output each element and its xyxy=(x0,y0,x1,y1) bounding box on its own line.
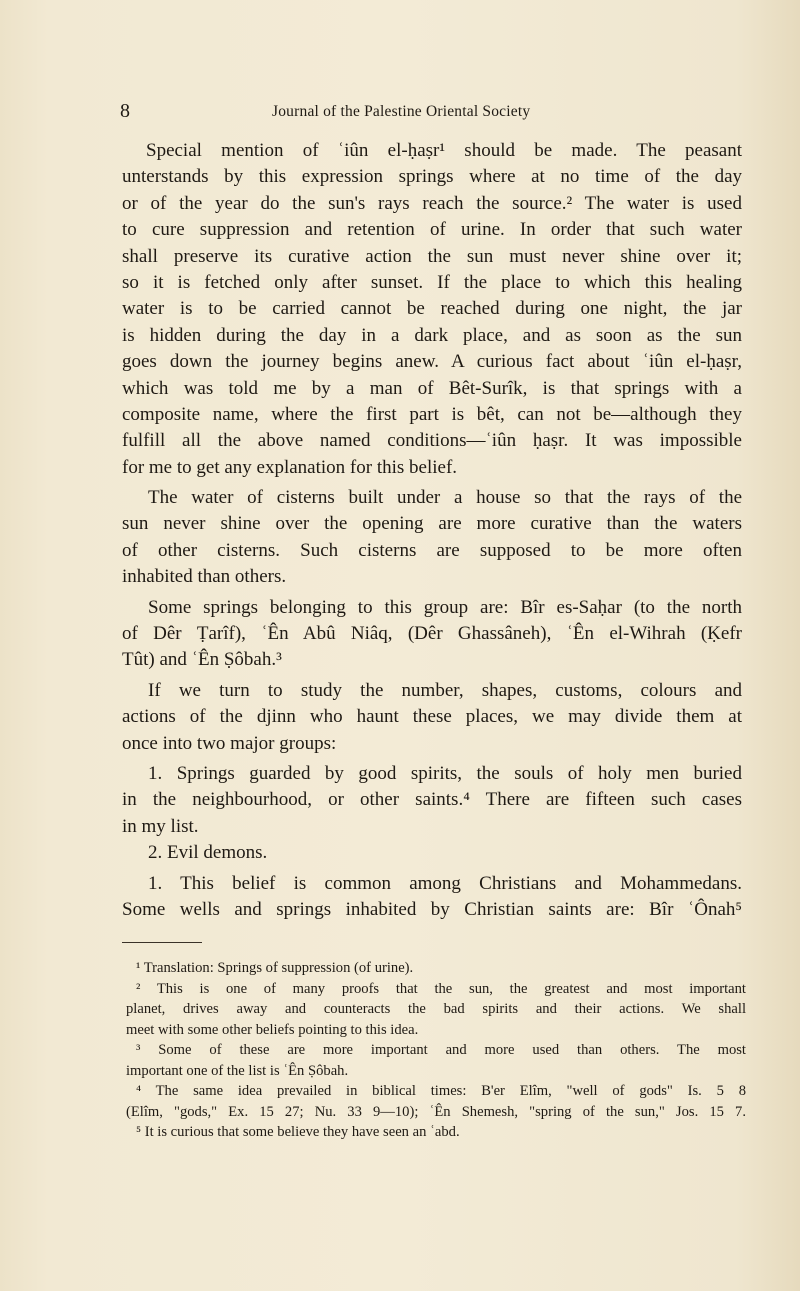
main-text xyxy=(122,138,742,923)
footnote-line: ¹ Translation: Springs of suppression (of urine). xyxy=(136,960,414,976)
text-line: so it is fetched only after sunset. If the place to which this healing xyxy=(122,271,742,293)
page-header xyxy=(120,100,745,126)
footnotes xyxy=(126,958,746,1143)
footnote-line: ⁴ The same idea prevailed in biblical times: B'er Elîm, "well of gods" Is. 5 8 xyxy=(136,1083,746,1099)
text-line: in the neighbourhood, or other saints.⁴ There are fifteen such cases xyxy=(122,789,742,811)
text-line: is hidden during the day in a dark place, and as soon as the sun xyxy=(122,324,742,346)
text-line: unterstands by this expression springs where at no time of the day xyxy=(122,166,742,188)
text-line: inhabited than others. xyxy=(122,566,287,588)
text-line: for me to get any explanation for this belief. xyxy=(122,456,458,478)
footnote-line: planet, drives away and counteracts the bad spirits and their actions. We shall xyxy=(126,1001,746,1017)
footnote-line: important one of the list is ʿÊn Ṣôbah. xyxy=(126,1062,349,1079)
text-line: Some wells and springs inhabited by Christian saints are: Bîr ʿÔnah⁵ xyxy=(122,898,742,920)
footnote-rule xyxy=(122,942,202,943)
text-line: fulfill all the above named conditions—ʿiûn ḥaṣr. It was impossible xyxy=(122,430,742,452)
footnote-line: ⁵ It is curious that some believe they have seen an ʿabd. xyxy=(136,1124,460,1140)
page-number: 8 xyxy=(120,100,130,122)
text-line: Tût) and ʿÊn Ṣôbah.³ xyxy=(122,649,282,671)
text-line: once into two major groups: xyxy=(122,732,337,754)
text-line: shall preserve its curative action the sun must never shine over it; xyxy=(122,245,742,267)
text-line: 1. Springs guarded by good spirits, the souls of holy men buried xyxy=(148,762,742,784)
text-line: water is to be carried cannot be reached during one night, the jar xyxy=(122,298,742,320)
running-head: Journal of the Palestine Oriental Society xyxy=(272,103,531,120)
text-line: goes down the journey begins anew. A curious fact about ʿiûn el-ḥaṣr, xyxy=(122,351,742,373)
text-line: If we turn to study the number, shapes, customs, colours and xyxy=(148,679,742,701)
footnote-line: ² This is one of many proofs that the sun, the greatest and most important xyxy=(136,980,746,997)
text-line: in my list. xyxy=(122,815,199,837)
text-line: 1. This belief is common among Christians and Mohammedans. xyxy=(148,872,742,894)
text-line: The water of cisterns built under a house so that the rays of the xyxy=(148,487,742,509)
text-line: of other cisterns. Such cisterns are supposed to be more often xyxy=(122,539,742,561)
text-line: or of the year do the sun's rays reach the source.² The water is used xyxy=(122,192,742,214)
text-line: 2. Evil demons. xyxy=(148,842,268,864)
text-line: composite name, where the first part is bêt, can not be—although they xyxy=(122,403,742,425)
footnote-line: meet with some other beliefs pointing to this idea. xyxy=(126,1021,419,1038)
text-line: sun never shine over the opening are more curative than the waters xyxy=(122,513,742,535)
text-line: Special mention of ʿiûn el-ḥaṣr¹ should be made. The peasant xyxy=(146,140,742,161)
footnote-line: (Elîm, "gods," Ex. 15 27; Nu. 33 9—10); ʿÊn Shemesh, "spring of the sun," Jos. 15 7. xyxy=(126,1103,746,1120)
footnote-line: ³ Some of these are more important and more used than others. The most xyxy=(136,1042,746,1058)
text-line: Some springs belonging to this group are: Bîr es-Saḥar (to the north xyxy=(148,596,742,618)
text-line: of Dêr Ṭarîf), ʿÊn Abû Niâq, (Dêr Ghassâneh), ʿÊn el-Wihrah (Ḳefr xyxy=(122,623,742,645)
text-line: to cure suppression and retention of urine. In order that such water xyxy=(122,219,742,241)
text-line: actions of the djinn who haunt these places, we may divide them at xyxy=(122,706,742,728)
text-line: which was told me by a man of Bêt-Surîk, is that springs with a xyxy=(122,377,742,399)
